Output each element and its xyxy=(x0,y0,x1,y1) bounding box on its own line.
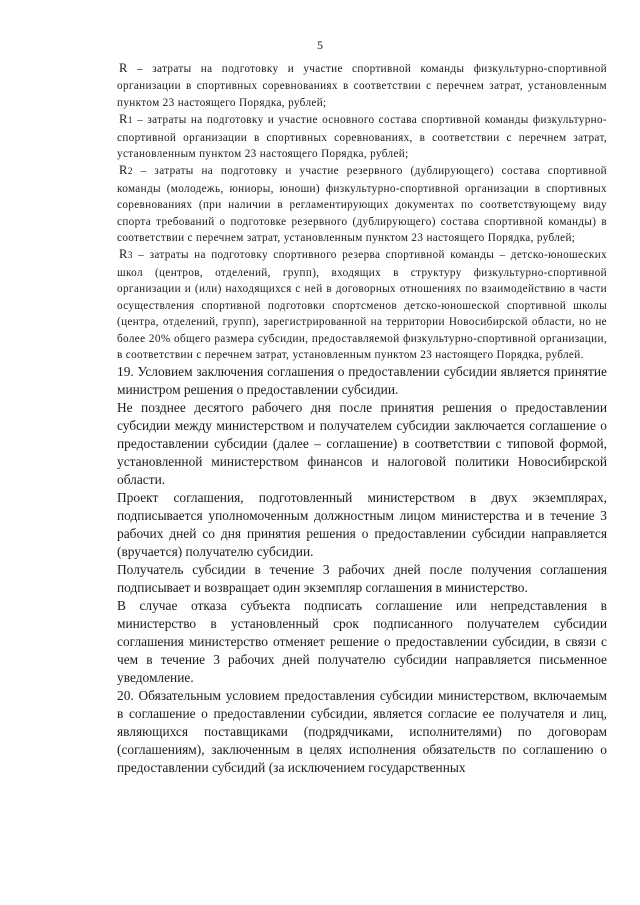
agreement-draft-paragraph: Проект соглашения, подготовленный министерством в двух экземплярах, подписывается уполномоченным должностным лицом министерства и в течение 3 рабочих дней со дня принятия решения о предоставлении субсидии направляется (вручается) получателю субсидии. xyxy=(117,490,607,560)
page-number: 5 xyxy=(317,38,323,52)
term-subscript: 2 xyxy=(127,166,133,178)
definition-text: – затраты на подготовку и участие спортивной команды физкультурно-спортивной организации в спортивных соревнованиях в соответствии с перечнем затрат, установленным пунктом 23 настоящего Порядка, рублей; xyxy=(117,63,607,109)
definition-text: – затраты на подготовку спортивного резерва спортивной команды – детско-юношеских школ (центров, отделений, групп), входящих в структуру физкультурно-спортивной организации и (или) находящихся с ней в договорных отношениях по взаимодействию в части осуществления спортивной подготовки спортсменов детско-юношеской спортивной школы (центра, отделений, групп), зарегистрированной на территории Новосибирской области, но не более 20% общего размера субсидии, предоставляемой физкультурно-спортивной организации, в соответствии с перечнем затрат, установленным пунктом 23 настоящего Порядка, рублей. xyxy=(117,249,607,361)
term-symbol: R xyxy=(119,247,128,262)
definition-text: – затраты на подготовку и участие основного состава спортивной команды физкультурно-спортивной организации в спортивных соревнованиях, в соответствии с перечнем затрат, установленным пунктом 23 настоящего Порядка, рублей; xyxy=(117,114,607,161)
section-19-paragraph: 19. Условием заключения соглашения о предоставлении субсидии является принятие министром решения о предоставлении субсидии. xyxy=(117,364,607,398)
definition-r xyxy=(117,60,607,111)
formula-definitions xyxy=(117,60,607,363)
agreement-signing-paragraph: Получатель субсидии в течение 3 рабочих дней после получения соглашения подписывает и возвращает один экземпляр соглашения в министерство. xyxy=(117,562,607,596)
term-symbol: R xyxy=(119,163,128,178)
term-symbol: R xyxy=(119,112,128,127)
definition-r2 xyxy=(117,162,607,246)
document-body xyxy=(117,60,607,777)
definition-r3 xyxy=(117,246,607,363)
term-subscript: 1 xyxy=(127,115,133,127)
term-symbol: R xyxy=(119,61,128,75)
definition-r1 xyxy=(117,111,607,162)
main-sections xyxy=(117,363,607,777)
agreement-deadline-paragraph: Не позднее десятого рабочего дня после принятия решения о предоставлении субсидии между министерством и получателем субсидии заключается соглашение о предоставлении субсидии (далее – соглашение) в соответствии с типовой формой, установленной министерством финансов и налоговой политики Новосибирской области. xyxy=(117,400,607,488)
term-subscript: 3 xyxy=(127,250,133,262)
definition-text: – затраты на подготовку и участие резервного (дублирующего) состава спортивной команды (молодежь, юниоры, юноши) физкультурно-спортивной организации в спортивных соревнованиях (при наличии в регламентирующих документах по соответствующему виду спорта требований о подготовке резервного (дублирующего) состава спортивной команды) в соответствии с перечнем затрат, установленным пунктом 23 настоящего Порядка, рублей; xyxy=(117,165,607,245)
section-20-paragraph: 20. Обязательным условием предоставления субсидии министерством, включаемым в соглашение о предоставлении субсидии, является согласие ее получателя и лиц, являющихся поставщиками (подрядчиками, исполнителями) по договорам (соглашениям), заключенным в целях исполнения обязательств по соглашению о предоставлении субсидий (за исключением государственных xyxy=(117,688,607,776)
refusal-paragraph: В случае отказа субъекта подписать соглашение или непредставления в министерство в установленный срок подписанного получателем субсидии соглашения министерство отменяет решение о предоставлении субсидии, в связи с чем в течение 3 рабочих дней получателю субсидии направляется письменное уведомление. xyxy=(117,598,607,686)
